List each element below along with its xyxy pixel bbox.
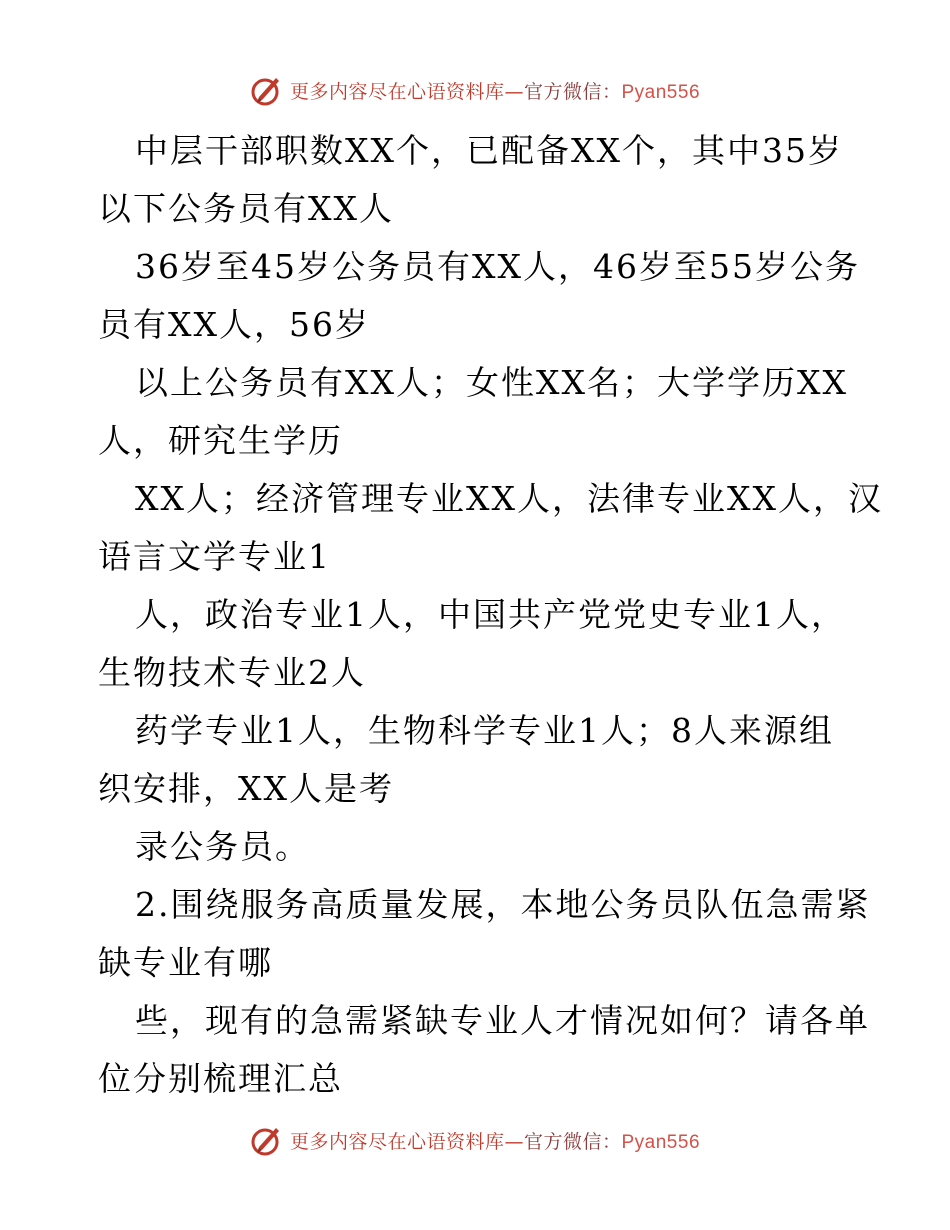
banner-text: 更多内容尽在心语资料库—官方微信：Pyan556 [289, 80, 701, 103]
text-line: 人，研究生学历 [98, 421, 343, 460]
text-line: 录公务员。 [135, 827, 310, 866]
quill-pen-logo-icon [250, 73, 284, 107]
text-line: 36岁至45岁公务员有XX人，46岁至55岁公务 [135, 247, 860, 286]
quill-pen-logo-icon [250, 1123, 284, 1157]
text-line: 2.围绕服务高质量发展，本地公务员队伍急需紧 [135, 885, 871, 924]
footer-banner [0, 1120, 950, 1160]
document-body [98, 122, 883, 1108]
text-line: 以上公务员有XX人；女性XX名；大学学历XX [135, 363, 848, 402]
text-line: 织安排，XX人是考 [98, 769, 394, 808]
text-line: 中层干部职数XX个，已配备XX个，其中35岁 [135, 131, 843, 170]
text-line: XX人；经济管理专业XX人，法律专业XX人，汉 [135, 479, 883, 518]
text-line: 缺专业有哪 [98, 943, 273, 982]
text-line: 员有XX人，56岁 [98, 305, 370, 344]
text-line: 语言文学专业1 [98, 537, 331, 576]
text-line: 些，现有的急需紧缺专业人才情况如何？请各单 [135, 1001, 870, 1040]
text-line: 位分别梳理汇总 [98, 1059, 343, 1098]
banner-text: 更多内容尽在心语资料库—官方微信：Pyan556 [289, 1130, 701, 1153]
text-line: 药学专业1人，生物科学专业1人；8人来源组 [135, 711, 834, 750]
text-line: 以下公务员有XX人 [98, 189, 394, 228]
text-line: 生物技术专业2人 [98, 653, 366, 692]
header-banner [0, 70, 950, 110]
text-line: 人，政治专业1人，中国共产党党史专业1人， [135, 595, 846, 634]
